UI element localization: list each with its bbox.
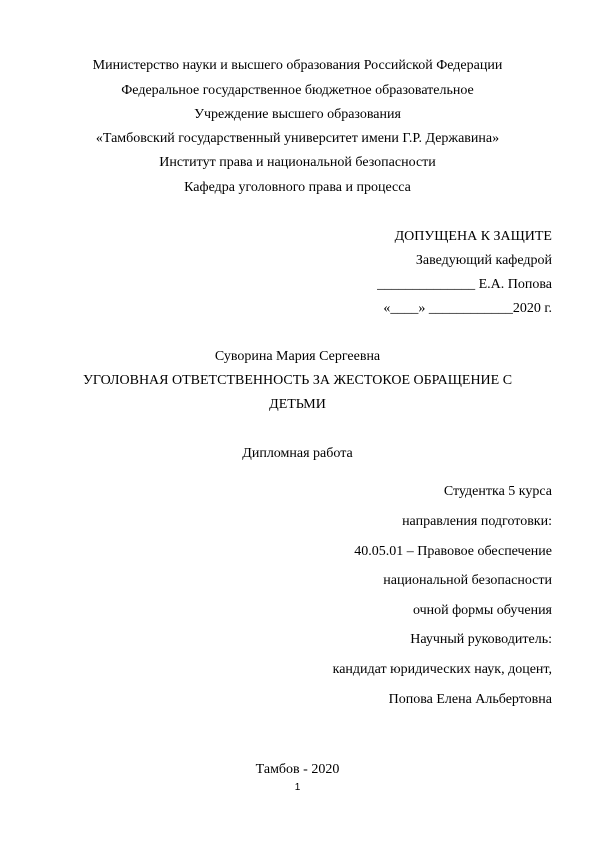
city-year: Тамбов - 2020 — [255, 762, 340, 777]
thesis-title-line-1: УГОЛОВНАЯ ОТВЕТСТВЕННОСТЬ ЗА ЖЕСТОКОЕ ОБРАЩЕНИЕ С — [82, 373, 513, 388]
institution-category-line: Учреждение высшего образования — [194, 107, 401, 122]
thesis-title-line-2: ДЕТЬМИ — [269, 397, 326, 412]
study-form: очной формы обучения — [412, 603, 552, 618]
author-name: Суворина Мария Сергеевна — [214, 349, 381, 364]
student-course: Студентка 5 курса — [443, 484, 552, 499]
page-number: 1 — [294, 782, 301, 793]
supervisor-degree: кандидат юридических наук, доцент, — [332, 662, 552, 677]
training-direction-code: 40.05.01 – Правовое обеспечение — [354, 544, 552, 559]
approval-signature-line: ______________ Е.А. Попова — [377, 277, 552, 292]
approval-title: ДОПУЩЕНА К ЗАЩИТЕ — [394, 229, 552, 244]
department-line: Кафедра уголовного права и процесса — [184, 180, 411, 195]
university-name-line: «Тамбовский государственный университет имени Г.Р. Державина» — [95, 131, 500, 146]
ministry-line: Министерство науки и высшего образования Российской Федерации — [92, 58, 503, 73]
institution-type-line: Федеральное государственное бюджетное образовательное — [121, 83, 474, 98]
training-direction-name: национальной безопасности — [383, 573, 552, 588]
approval-role: Заведующий кафедрой — [415, 253, 552, 268]
approval-date-line: «____» ____________2020 г. — [383, 301, 552, 316]
supervisor-label: Научный руководитель: — [410, 632, 552, 647]
training-direction-label: направления подготовки: — [402, 514, 552, 529]
institute-line: Институт права и национальной безопасности — [159, 155, 436, 170]
supervisor-name: Попова Елена Альбертовна — [388, 692, 552, 707]
work-type: Дипломная работа — [242, 446, 353, 461]
